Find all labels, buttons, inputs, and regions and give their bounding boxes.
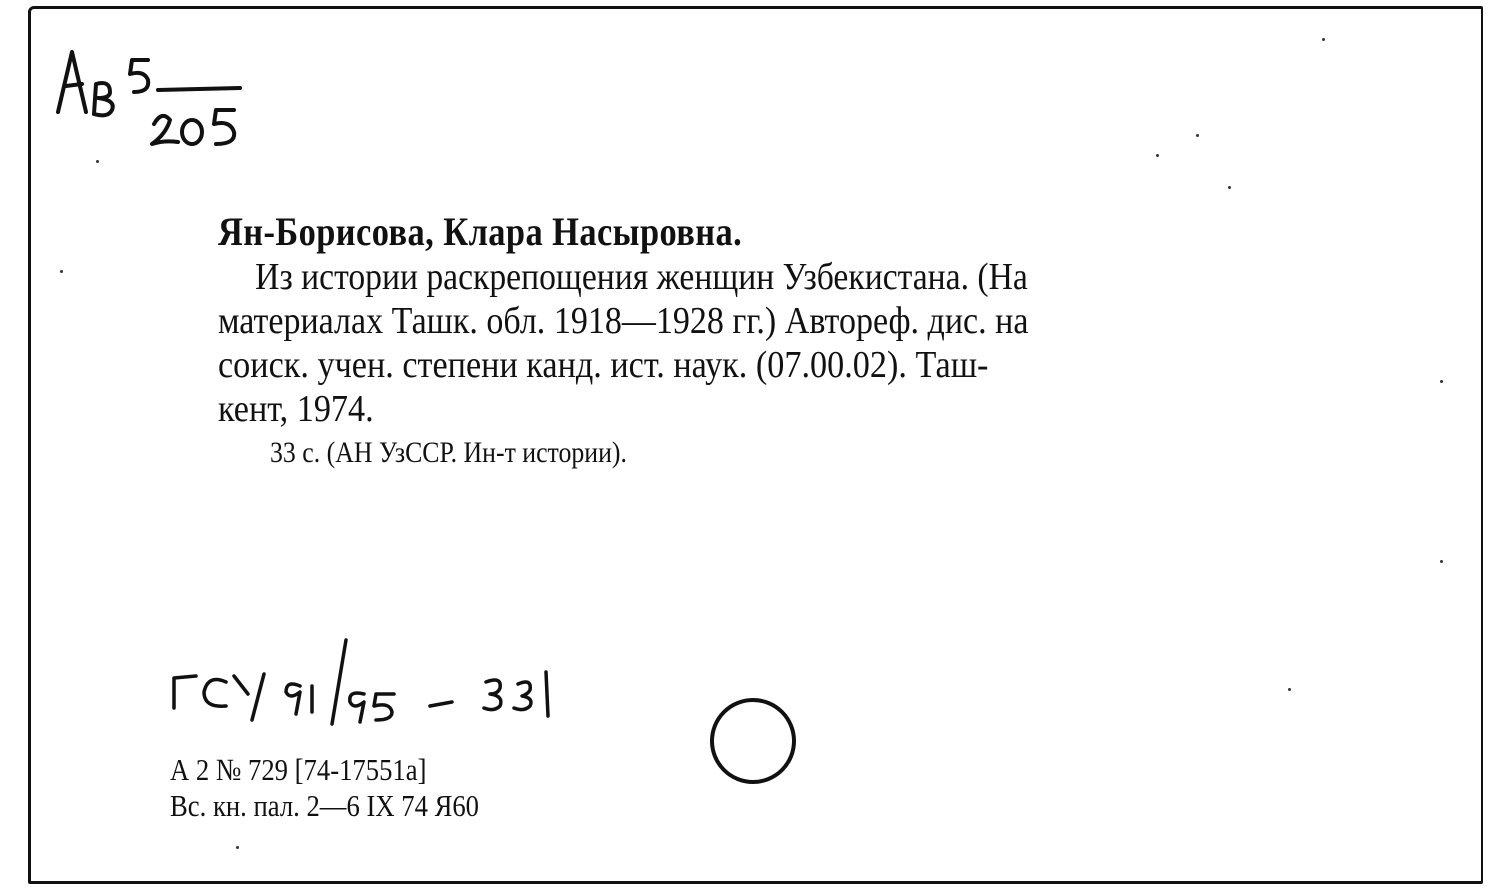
- dust-speck: [96, 160, 99, 163]
- dust-speck: [1440, 380, 1443, 383]
- shelfmark-handwritten: [54, 40, 254, 160]
- dust-speck: [1196, 134, 1199, 137]
- dust-speck: [60, 270, 63, 273]
- card-title-block: [218, 255, 1388, 431]
- dust-speck: [1288, 688, 1291, 691]
- dust-speck: [236, 846, 239, 849]
- dust-speck: [1228, 186, 1231, 189]
- card-collation: 33 с. (АН УзССР. Ин-т истории).: [270, 436, 627, 469]
- call-number-handwritten: [168, 636, 638, 726]
- dust-speck: [1440, 560, 1443, 563]
- card-author: Ян-Борисова, Клара Насыровна.: [218, 209, 743, 254]
- title-line: Из истории раскрепощения женщин Узбекистана. (На: [255, 256, 1028, 298]
- dust-speck: [1322, 38, 1325, 41]
- punch-hole: [710, 698, 796, 784]
- card-record-id: А 2 № 729 [74-17551а]: [170, 752, 427, 787]
- card-chamber-imprint: Вс. кн. пал. 2—6 IX 74 Я60: [170, 788, 480, 823]
- dust-speck: [1156, 154, 1159, 157]
- title-line: кент, 1974.: [218, 388, 374, 430]
- title-line: соиск. учен. степени канд. ист. наук. (07.00.02). Таш-: [218, 344, 989, 386]
- title-line: материалах Ташк. обл. 1918—1928 гг.) Автореф. дис. на: [218, 300, 1029, 342]
